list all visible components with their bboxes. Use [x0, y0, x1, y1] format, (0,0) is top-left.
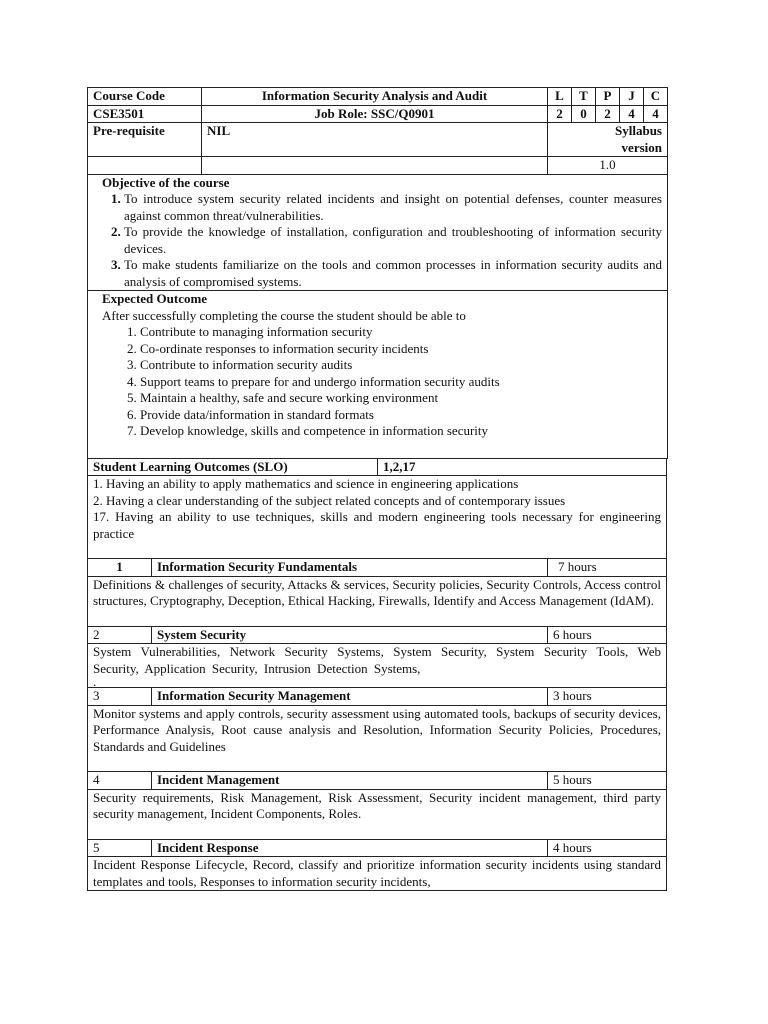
- syllabus-version-value: 1.0: [548, 157, 668, 175]
- objective-item: 2. To provide the knowledge of installation, configuration and troubleshooting of information security devices.: [124, 224, 662, 257]
- outcome-intro: After successfully completing the course the student should be able to: [102, 307, 466, 323]
- course-title: Information Security Analysis and Audit: [202, 88, 548, 106]
- slo-description: [88, 476, 667, 559]
- ltpjc-label: J: [620, 88, 644, 106]
- expected-outcome-section: [88, 291, 668, 459]
- ltpjc-label: L: [548, 88, 572, 106]
- empty-cell: [202, 157, 548, 175]
- syllabus-document: [87, 87, 667, 891]
- slo-table: [87, 459, 667, 560]
- module-title: System Security: [152, 627, 548, 644]
- outcome-item: 1. Contribute to managing information security: [140, 324, 662, 341]
- module-table: [87, 559, 667, 627]
- module-content: Monitor systems and apply controls, security assessment using automated tools, backups of security devices, Performance Analysis, Root cause analysis and Resolution, Information Security Policies, Procedures, Standards and Guidelines: [88, 705, 667, 772]
- prerequisite-value: NIL: [202, 123, 548, 157]
- module-title: Incident Response: [152, 840, 548, 857]
- slo-label: Student Learning Outcomes (SLO): [88, 459, 378, 476]
- ltpjc-label: P: [596, 88, 620, 106]
- ltpjc-value: 4: [620, 105, 644, 123]
- module-table: [87, 627, 667, 689]
- module-content-cell: [88, 644, 667, 688]
- ltpjc-value: 4: [644, 105, 668, 123]
- slo-item: 17. Having an ability to use techniques, skills and modern engineering tools necessary for engineering practice: [93, 509, 661, 541]
- objective-heading: Objective of the course: [102, 174, 230, 190]
- module-title: Information Security Fundamentals: [152, 559, 548, 576]
- objective-list: [102, 191, 662, 290]
- course-code: CSE3501: [88, 105, 202, 123]
- module-table: [87, 688, 667, 772]
- outcome-list: [102, 324, 662, 440]
- slo-value: 1,2,17: [378, 459, 667, 476]
- outcome-item: 3. Contribute to information security audits: [140, 357, 662, 374]
- prerequisite-label: Pre-requisite: [88, 123, 202, 157]
- module-number: 2: [88, 627, 152, 644]
- module-title: Information Security Management: [152, 688, 548, 705]
- module-content: Incident Response Lifecycle, Record, classify and prioritize information security incidents using standard templates and tools, Responses to information security incidents,: [88, 857, 667, 891]
- job-role: Job Role: SSC/Q0901: [202, 105, 548, 123]
- ltpjc-value: 2: [596, 105, 620, 123]
- slo-item: 2. Having a clear understanding of the subject related concepts and of contemporary issues: [93, 492, 566, 508]
- outcome-heading: Expected Outcome: [102, 291, 208, 306]
- module-title: Incident Management: [152, 772, 548, 789]
- module-content: System Vulnerabilities, Network Security Systems, System Security, System Security Tools, Web Security, Application Security, Intrusion Detection Systems,: [93, 644, 661, 676]
- module-hours: 7 hours: [548, 559, 667, 576]
- module-number: 3: [88, 688, 152, 705]
- ltpjc-value: 0: [572, 105, 596, 123]
- course-header-table: [87, 87, 668, 459]
- module-hours: 4 hours: [548, 840, 667, 857]
- outcome-item: 2. Co-ordinate responses to information security incidents: [140, 341, 662, 358]
- module-content: Definitions & challenges of security, Attacks & services, Security policies, Security Controls, Access control structures, Cryptography, Deception, Ethical Hacking, Firewalls, Identify and Access Management (IdAM).: [88, 576, 667, 626]
- objective-item: 3. To make students familiarize on the tools and common processes in information security audits and analysis of compromised systems.: [124, 257, 662, 290]
- module-table: [87, 772, 667, 840]
- module-hours: 5 hours: [548, 772, 667, 789]
- module-number: 1: [88, 559, 152, 576]
- objective-section: [88, 174, 668, 291]
- module-content-trail: .: [93, 674, 97, 689]
- ltpjc-label: C: [644, 88, 668, 106]
- module-number: 4: [88, 772, 152, 789]
- empty-cell: [88, 157, 202, 175]
- module-hours: 3 hours: [548, 688, 667, 705]
- outcome-item: 7. Develop knowledge, skills and competence in information security: [140, 423, 662, 440]
- module-content: Security requirements, Risk Management, Risk Assessment, Security incident management, third party security management, Incident Components, Roles.: [88, 789, 667, 839]
- syllabus-version-label: Syllabus version: [548, 123, 668, 157]
- slo-item: 1. Having an ability to apply mathematics and science in engineering applications: [93, 476, 519, 491]
- ltpjc-value: 2: [548, 105, 572, 123]
- outcome-item: 5. Maintain a healthy, safe and secure working environment: [140, 390, 662, 407]
- course-code-label: Course Code: [88, 88, 202, 106]
- modules-container: [87, 559, 667, 891]
- outcome-item: 4. Support teams to prepare for and undergo information security audits: [140, 374, 662, 391]
- objective-item: 1. To introduce system security related incidents and insight on potential defenses, counter measures against common threat/vulnerabilities.: [124, 191, 662, 224]
- outcome-item: 6. Provide data/information in standard formats: [140, 407, 662, 424]
- ltpjc-label: T: [572, 88, 596, 106]
- module-number: 5: [88, 840, 152, 857]
- module-table: [87, 840, 667, 892]
- module-hours: 6 hours: [548, 627, 667, 644]
